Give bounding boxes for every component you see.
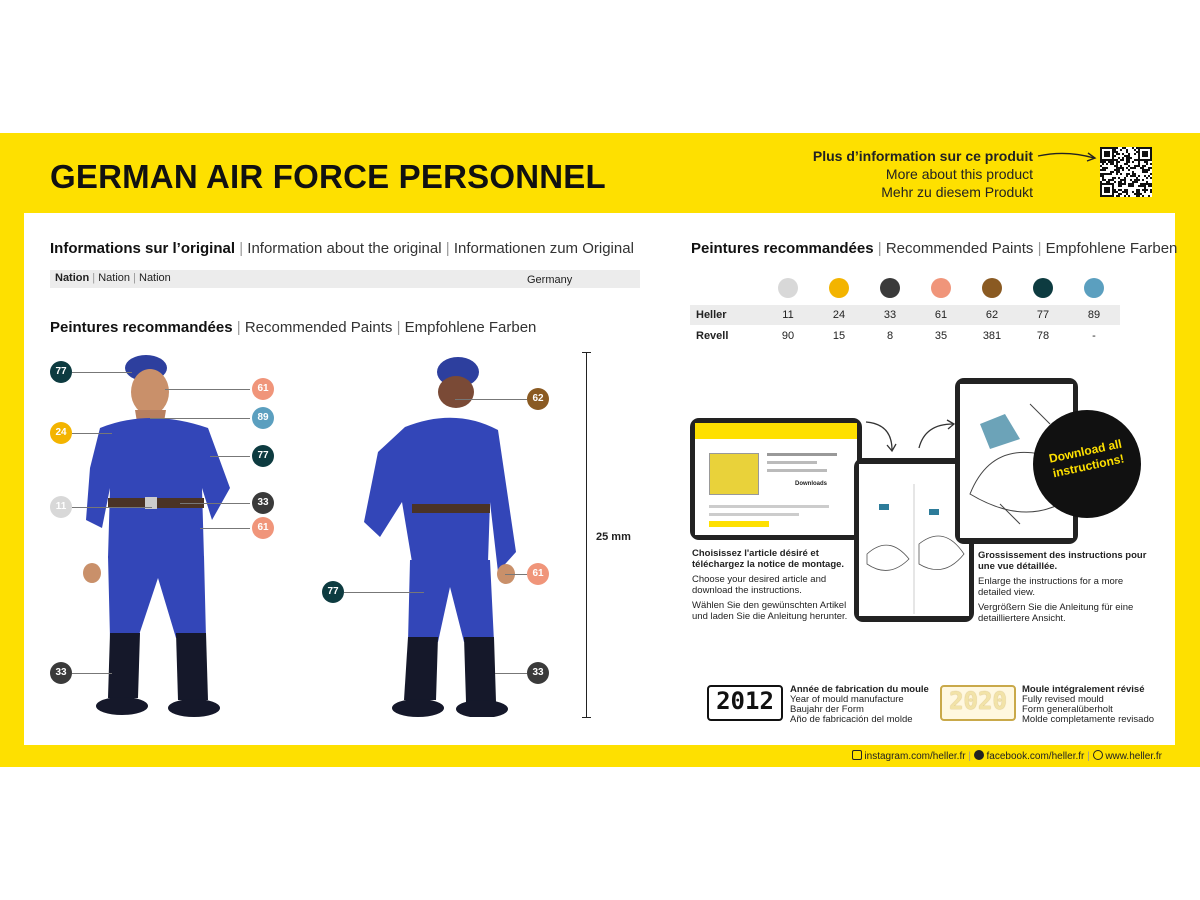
- facebook-icon: [974, 750, 984, 760]
- callout-leader: [344, 592, 424, 593]
- curved-arrow-icon: [862, 418, 902, 458]
- callout-leader: [180, 503, 250, 504]
- paint-callout: 77: [50, 361, 72, 383]
- paint-callout: 62: [527, 388, 549, 410]
- year-manufacture-badge: 2012: [707, 685, 783, 721]
- scale-tick: [582, 717, 591, 718]
- scale-bar: [586, 352, 587, 718]
- revell-row: Revell 90 15 8 35 381 78 -: [696, 330, 1096, 342]
- instagram-link[interactable]: instagram.com/heller.fr: [864, 751, 966, 762]
- qr-code-icon[interactable]: [1100, 147, 1152, 197]
- original-info-heading: Informations sur l’original | Information about the original | Informationen zum Original: [50, 240, 634, 257]
- heller-row: Heller 11 24 33 61 62 77 89: [690, 305, 1120, 325]
- social-footer: instagram.com/heller.fr | facebook.com/heller.fr | www.heller.fr: [852, 750, 1162, 762]
- page-title: GERMAN AIR FORCE PERSONNEL: [50, 158, 606, 195]
- paint-callout: 89: [252, 407, 274, 429]
- callout-leader: [455, 399, 527, 400]
- facebook-link[interactable]: facebook.com/heller.fr: [986, 751, 1085, 762]
- tablet-downloads-heading: Downloads: [795, 481, 828, 487]
- callout-leader: [495, 673, 527, 674]
- more-info-en: More about this product: [885, 166, 1033, 182]
- paint-callout: 61: [252, 378, 274, 400]
- website-link[interactable]: www.heller.fr: [1105, 751, 1162, 762]
- callout-leader: [72, 372, 132, 373]
- year-manufacture-text: Année de fabrication du moule Year of mould manufacture Baujahr der Form Año de fabricación del molde: [790, 684, 929, 725]
- paint-swatch: [1084, 278, 1104, 298]
- more-info-fr: Plus d’information sur ce produit: [812, 148, 1033, 164]
- callout-leader: [72, 507, 152, 508]
- callout-leader: [72, 433, 112, 434]
- figure-rear-view: [360, 352, 520, 717]
- paints-heading-left: Peintures recommandées | Recommended Paints | Empfohlene Farben: [50, 319, 537, 336]
- tablet-website: [690, 418, 862, 540]
- paint-swatch: [982, 278, 1002, 298]
- nation-value: Germany: [527, 274, 573, 286]
- paint-callout: 77: [252, 445, 274, 467]
- paint-swatch: [1033, 278, 1053, 298]
- step1-text: Choisissez l'article désiré et téléchargez la notice de montage. Choose your desired article and download the instructions. Wählen Sie den gewünschten Artikel und laden Sie die Anleitung herunter.: [692, 548, 848, 622]
- more-info-de: Mehr zu diesem Produkt: [881, 184, 1033, 200]
- nation-row: Nation | Nation | Nation Germany: [50, 270, 640, 288]
- callout-leader: [150, 418, 250, 419]
- callout-leader: [210, 456, 250, 457]
- year-revised-badge: 2020: [940, 685, 1016, 721]
- year-revised-text: Moule intégralement révisé Fully revised mould Form generalüberholt Molde completamente revisado: [1022, 684, 1155, 725]
- step2-text: Grossissement des instructions pour une vue détaillée. Enlarge the instructions for a more detailed view. Vergrößern Sie die Anleitung für eine detailliertere Ansicht.: [978, 550, 1147, 624]
- globe-icon: [1093, 750, 1103, 760]
- callout-leader: [200, 528, 250, 529]
- paint-swatch: [829, 278, 849, 298]
- paints-heading-right: Peintures recommandées | Recommended Paints | Empfohlene Farben: [691, 240, 1178, 257]
- paint-callout: 24: [50, 422, 72, 444]
- figure-front-view: [80, 348, 250, 720]
- instagram-icon: [852, 750, 862, 760]
- callout-leader: [165, 389, 250, 390]
- scale-tick: [582, 352, 591, 353]
- paint-callout: 61: [252, 517, 274, 539]
- callout-leader: [72, 673, 112, 674]
- paint-callout: 33: [50, 662, 72, 684]
- paint-swatch: [880, 278, 900, 298]
- paint-callout: 33: [252, 492, 274, 514]
- curved-arrow-icon: [915, 418, 959, 452]
- download-badge-label[interactable]: Download all instructions!: [1047, 436, 1126, 481]
- paint-callout: 33: [527, 662, 549, 684]
- paint-callout: 77: [322, 581, 344, 603]
- paint-callout: 11: [50, 496, 72, 518]
- paint-swatch: [931, 278, 951, 298]
- paint-callout: 61: [527, 563, 549, 585]
- scale-label: 25 mm: [596, 531, 631, 543]
- callout-leader: [505, 574, 527, 575]
- paint-swatch: [778, 278, 798, 298]
- arrow-icon: [1036, 148, 1098, 164]
